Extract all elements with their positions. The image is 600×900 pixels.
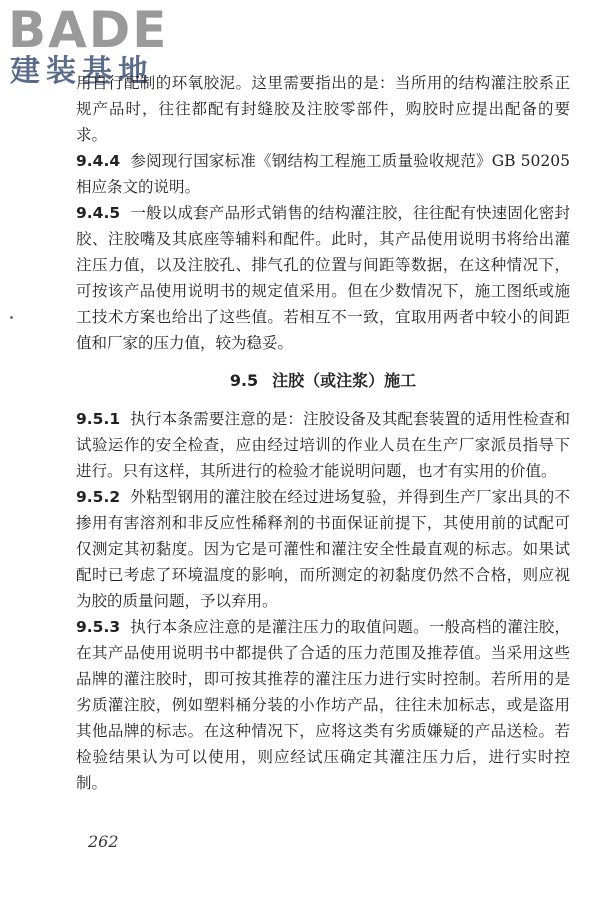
page-body: [76, 70, 570, 796]
section-heading: [76, 368, 570, 394]
clause-number: 9.5.1: [76, 410, 121, 428]
clause-number: 9.4.4: [76, 152, 121, 170]
clause-9-5-3: [76, 614, 570, 796]
logo-brand: BADE: [8, 1, 169, 59]
clause-text: 一般以成套产品形式销售的结构灌注胶，往往配有快速固化密封胶、注胶嘴及其底座等辅料和配件。此时，其产品使用说明书将给出灌注压力值，以及注胶孔、排气孔的位置与间距等数据，在这种情况下，可按该产品使用说明书的规定值采用。但在少数情况下，施工图纸或施工技术方案也给出了这些值。若相互不一致，宜取用两者中较小的间距值和厂家的压力值，较为稳妥。: [76, 204, 570, 352]
intro-paragraph: 用自行配制的环氧胶泥。这里需要指出的是：当所用的结构灌注胶系正规产品时，往往都配有封缝胶及注胶零部件，购胶时应提出配备的要求。: [76, 74, 570, 144]
clause-9-4-5: [76, 200, 570, 356]
section-number: 9.5: [229, 371, 259, 390]
clause-text: 参阅现行国家标准《钢结构工程施工质量验收规范》GB 50205相应条文的说明。: [76, 152, 570, 196]
page-number: 262: [88, 832, 119, 851]
clause-number: 9.4.5: [76, 204, 121, 222]
clause-text: 执行本条应注意的是灌注压力的取值问题。一般高档的灌注胶，在其产品使用说明书中都提供了合适的压力范围及推荐值。当采用这些品牌的灌注胶时，即可按其推荐的灌注压力进行实时控制。若所用的是劣质灌注胶，例如塑料桶分装的小作坊产品，往往未加标志，或是盗用其他品牌的标志。在这种情况下，应将这类有劣质嫌疑的产品送检。若检验结果认为可以使用，则应经试压确定其灌注压力后，进行实时控制。: [76, 618, 570, 792]
clause-number: 9.5.3: [76, 618, 121, 636]
margin-mark: [10, 316, 13, 319]
section-title-text: 注胶（或注浆）施工: [272, 371, 417, 390]
clause-text: 执行本条需要注意的是：注胶设备及其配套装置的适用性检查和试验运作的安全检查，应由经过培训的作业人员在生产厂家派员指导下进行。只有这样，其所进行的检验才能说明问题，也才有实用的价值。: [76, 410, 570, 480]
clause-9-5-2: [76, 484, 570, 614]
clause-text: 外粘型钢用的灌注胶在经过进场复验，并得到生产厂家出具的不掺用有害溶剂和非反应性稀释剂的书面保证前提下，其使用前的试配可仅测定其初黏度。因为它是可灌性和灌注安全性最直观的标志。如果试配时已考虑了环境温度的影响，而所测定的初黏度仍然不合格，则应视为胶的质量问题，予以弃用。: [76, 488, 570, 610]
clause-9-4-4: [76, 148, 570, 200]
clause-number: 9.5.2: [76, 488, 121, 506]
logo-subtitle: 建装基地: [10, 54, 154, 89]
clause-9-5-1: [76, 406, 570, 484]
